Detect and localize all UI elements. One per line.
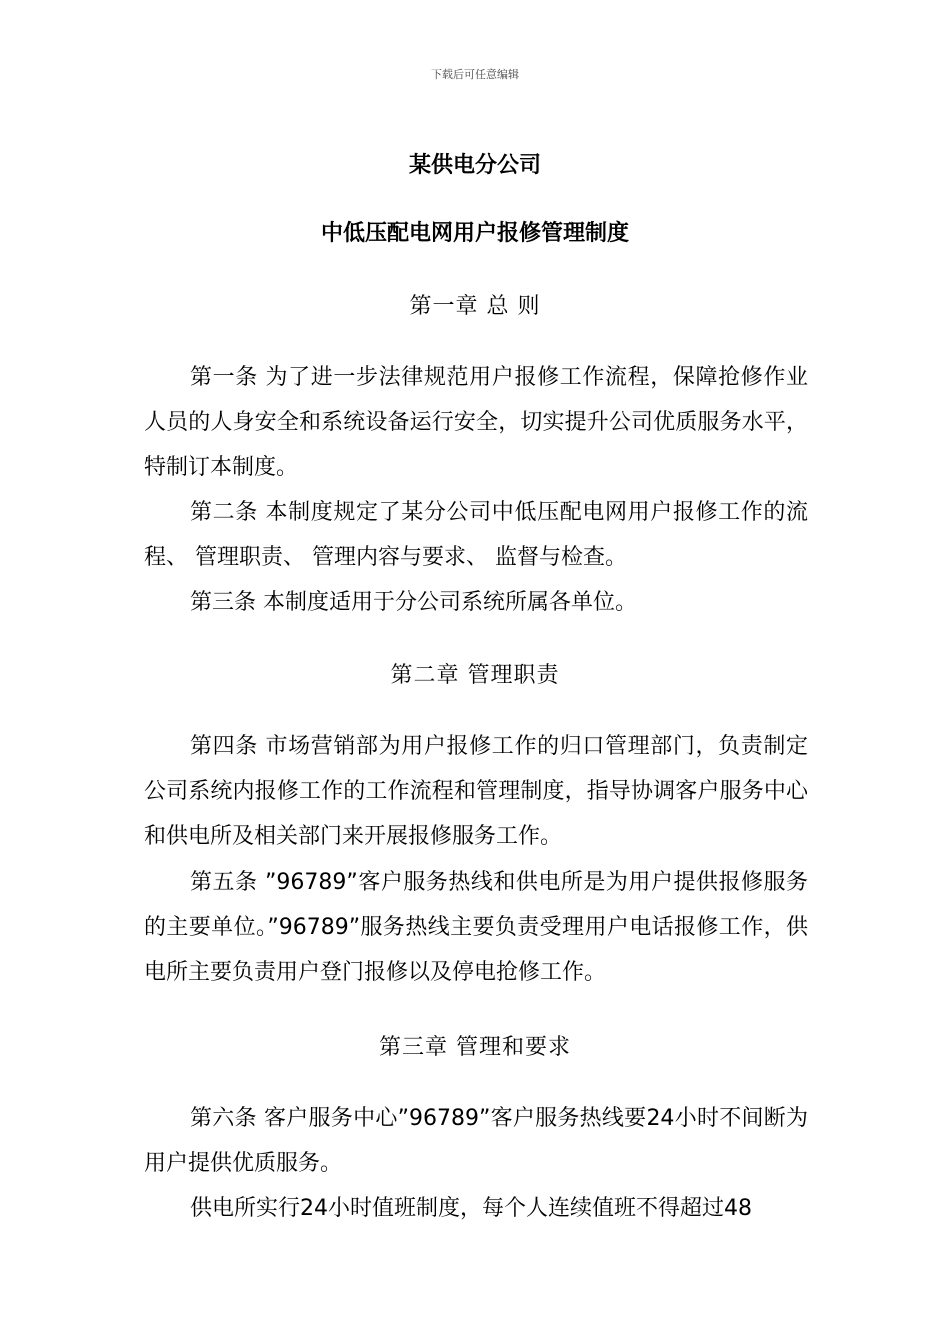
article-2: 第二条 本制度规定了某分公司中低压配电网用户报修工作的流程、 管理职责、 管理内容与要求、 监督与检查。 [144, 500, 808, 570]
document-title: 某供电分公司 [408, 153, 541, 178]
chapter-1-heading: 第一章 总 则 [409, 294, 541, 319]
article-6: 第六条 客户服务中心”96789”客户服务热线要24小时不间断为用户提供优质服务。 [144, 1106, 808, 1176]
header-note: 下载后可任意编辑 [431, 68, 519, 81]
article-3: 第三条 本制度适用于分公司系统所属各单位。 [190, 590, 637, 615]
article-4: 第四条 市场营销部为用户报修工作的归口管理部门，负责制定公司系统内报修工作的工作流程和管理制度，指导协调客户服务中心和供电所及相关部门来开展报修服务工作。 [144, 734, 808, 849]
chapter-2-heading: 第二章 管理职责 [390, 663, 560, 688]
chapter-3-heading: 第三章 管理和要求 [379, 1035, 571, 1060]
document-subtitle: 中低压配电网用户报修管理制度 [320, 221, 629, 246]
article-6-continued: 供电所实行24小时值班制度，每个人连续值班不得超过48 [190, 1196, 752, 1221]
article-1: 第一条 为了进一步法律规范用户报修工作流程，保障抢修作业人员的人身安全和系统设备运行安全，切实提升公司优质服务水平，特制订本制度。 [144, 365, 808, 480]
article-5: 第五条 ”96789”客户服务热线和供电所是为用户提供报修服务的主要单位。”96789”服务热线主要负责受理用户电话报修工作，供电所主要负责用户登门报修以及停电抢修工作。 [144, 870, 808, 985]
